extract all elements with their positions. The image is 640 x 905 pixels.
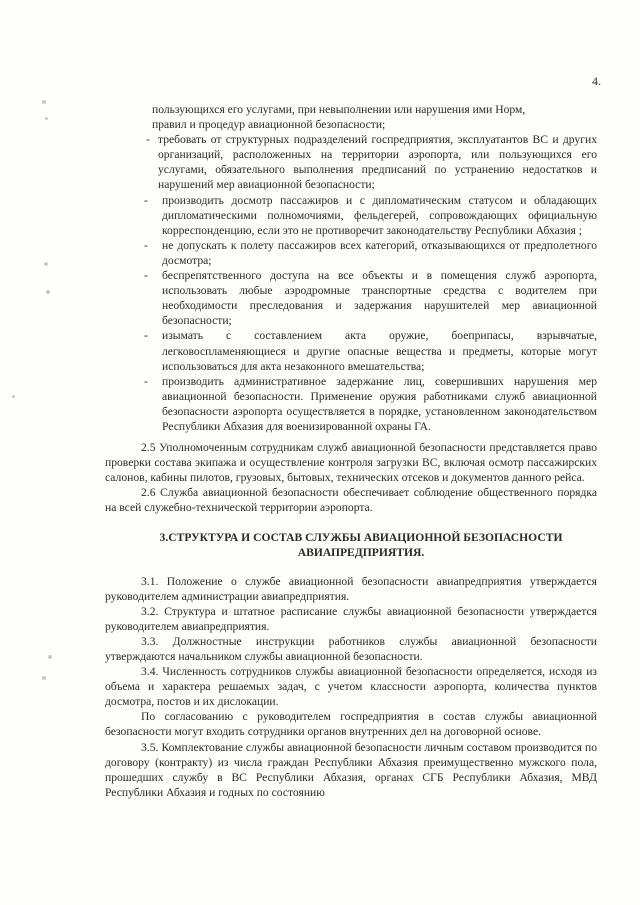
scan-mark [12, 395, 15, 398]
list-item [105, 238, 597, 268]
section-heading-line1: 3.СТРУКТУРА И СОСТАВ СЛУЖБЫ АВИАЦИОННОЙ БЕЗОПАСНОСТИ [159, 530, 563, 544]
clause-3-3: 3.3. Должностные инструкции работников службы авиационной безопасности утверждаются начальником службы авиационной безопасности. [105, 634, 597, 663]
intro-line: правил и процедур авиационной безопасности; [152, 118, 386, 132]
scan-mark [42, 676, 46, 680]
list-item-text: не допускать к полету пассажиров всех категорий, отказывающихся от предполетного досмотра; [162, 238, 597, 267]
list-item-text: производить административное задержание лиц, совершивших нарушения мер авиационной безопасности. Применение оружия работниками служб авиационной безопасности аэропорта осуществляется в порядке, установленном законодательством Республики Абхазия для военизированной охраны ГА. [162, 374, 597, 433]
bullet-marker: - [144, 269, 148, 283]
document-body [105, 102, 597, 800]
list-item [105, 268, 597, 328]
clause-3-1: 3.1. Положение о службе авиационной безопасности авиапредприятия утверждается руководителем администрации авиапредприятия. [105, 574, 597, 603]
page-number: 4. [592, 74, 601, 88]
scan-mark [42, 100, 46, 104]
scan-mark [45, 117, 48, 120]
bullet-marker: - [144, 329, 148, 343]
scan-mark [44, 262, 48, 266]
scan-mark [46, 290, 50, 294]
section-heading-line2: АВИАПРЕДПРИЯТИЯ. [297, 545, 425, 559]
list-item [105, 328, 597, 373]
list-item-text: требовать от структурных подразделений госпредприятия, эксплуатантов ВС и других организаций, расположенных на территории аэропорта, или пользующихся его услугами, обязательного выполнения предписаний по устранению недостатков и нарушений мер авиационной безопасности; [158, 133, 597, 192]
list-item-text: производить досмотр пассажиров и с дипломатическим статусом и обладающих дипломатическими полномочиями, фельдегерей, сопровождающих официальную корреспонденцию, если это не противоречит законодательству Республики Абхазия ; [162, 193, 597, 237]
bullet-marker: - [146, 133, 150, 147]
intro-line: пользующихся его услугами, при невыполнении или нарушения ими Норм, [152, 103, 526, 116]
bullet-marker: - [144, 193, 148, 207]
list-item-text: беспрепятственного доступа на все объекты и в помещения служб аэропорта, использовать любые аэродромные транспортные средства с водителем при необходимости преследования и задержания нарушителей мер авиационной безопасности; [162, 269, 597, 328]
clause-2-6: 2.6 Служба авиационной безопасности обеспечивает соблюдение общественного порядка на всей служебно-технической территории аэропорта. [105, 486, 597, 515]
list-item [105, 374, 597, 434]
section-heading [105, 530, 597, 560]
list-item-text: изымать с составлением акта оружие, боеприпасы, взрывчатые, легковоспламеняющиеся и другие опасные вещества и предметы, которые могут использоваться для акта незаконного вмешательства; [162, 329, 597, 373]
clause-3-4-note: По согласованию с руководителем госпредприятия в состав службы авиационной безопасности могут входить сотрудники органов внутренних дел на договорной основе. [105, 710, 597, 739]
clause-3-5: 3.5. Комплектование службы авиационной безопасности личным составом производится по договору (контракту) из числа граждан Республики Абхазия преимущественно мужского пола, прошедших службу в ВС Республики Абхазия, органах СГБ Республики Абхазия, МВД Республики Абхазия и годных по состоянию [105, 740, 597, 799]
list-item [105, 193, 597, 238]
bullet-marker: - [144, 238, 148, 252]
clause-3-4: 3.4. Численность сотрудников службы авиационной безопасности определяется, исходя из объема и характера решаемых задач, с учетом классности аэропорта, количества пунктов досмотра, постов и их дислокации. [105, 665, 597, 709]
bullet-marker: - [144, 374, 148, 388]
clause-2-5: 2.5 Уполномоченным сотрудникам служб авиационной безопасности представляется право проверки состава экипажа и осуществление контроля загрузки ВС, включая осмотр пассажирских салонов, кабины пилотов, грузовых, бытовых, технических отсеков и документов данного рейса. [105, 441, 597, 485]
scan-mark [48, 655, 52, 659]
list-item [105, 132, 597, 192]
clause-3-2: 3.2. Структура и штатное расписание службы авиационной безопасности утверждается руководителем авиапредприятия. [105, 604, 597, 633]
